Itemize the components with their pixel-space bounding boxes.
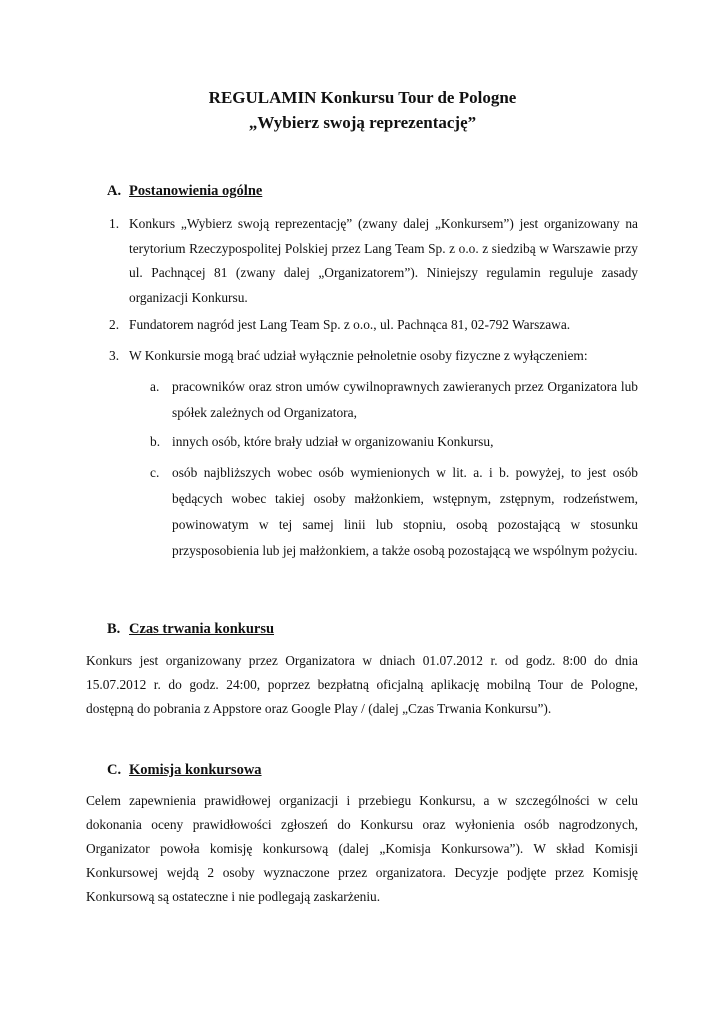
list-item-text: Konkurs „Wybierz swoją reprezentację” (zwany dalej „Konkursem”) jest organizowany na terytorium Rzeczypospolitej Polskiej przez Lang Team Sp. z o.o. z siedzibą w Warszawie przy ul. Pachnącej 81 (zwany dalej „Organizatorem”). Niniejszy regulamin reguluje zasady organizacji Konkursu. bbox=[129, 216, 638, 305]
section-c-letter: C. bbox=[107, 762, 122, 778]
list-item-text: Fundatorem nagród jest Lang Team Sp. z o.o., ul. Pachnąca 81, 02-792 Warszawa. bbox=[129, 317, 571, 332]
list-item-1 bbox=[109, 212, 638, 310]
sub-item-b bbox=[150, 429, 638, 455]
sub-item-letter: c. bbox=[150, 465, 160, 480]
section-c-heading bbox=[107, 762, 262, 779]
list-item-2 bbox=[109, 313, 638, 338]
list-item-number: 2. bbox=[109, 317, 120, 332]
sub-item-c bbox=[150, 460, 638, 564]
section-b-heading bbox=[107, 621, 274, 638]
section-a-heading bbox=[107, 183, 262, 200]
section-b-title: Czas trwania konkursu bbox=[129, 621, 275, 637]
list-item-text: W Konkursie mogą brać udział wyłącznie pełnoletnie osoby fizyczne z wyłączeniem: bbox=[129, 348, 588, 363]
sub-item-text: pracowników oraz stron umów cywilnoprawnych zawieranych przez Organizatora lub spółek zależnych od Organizatora, bbox=[172, 379, 638, 420]
section-a-title: Postanowienia ogólne bbox=[129, 183, 263, 199]
section-c-paragraph: Celem zapewnienia prawidłowej organizacji i przebiegu Konkursu, a w szczególności w celu dokonania oceny prawidłowości zgłoszeń do Konkursu oraz wyłonienia osób nagrodzonych, Organizator powoła komisję konkursową (dalej „Komisja Konkursowa”). W skład Komisji Konkursowej wejdą 2 osoby wyznaczone przez organizatora. Decyzje podjęte przez Komisję Konkursową są ostateczne i nie podlegają zaskarżeniu. bbox=[86, 793, 638, 904]
section-c-title: Komisja konkursowa bbox=[129, 762, 262, 778]
list-item-number: 3. bbox=[109, 348, 120, 363]
section-a-letter: A. bbox=[107, 183, 122, 199]
document-subtitle: „Wybierz swoją reprezentację” bbox=[248, 113, 477, 132]
list-item-number: 1. bbox=[109, 216, 120, 231]
sub-item-a bbox=[150, 374, 638, 426]
document-title: REGULAMIN Konkursu Tour de Pologne bbox=[208, 88, 517, 107]
section-b-paragraph: Konkurs jest organizowany przez Organizatora w dniach 01.07.2012 r. od godz. 8:00 do dnia 15.07.2012 r. do godz. 24:00, poprzez bezpłatną oficjalną aplikację mobilną Tour de Pologne, dostępną do pobrania z Appstore oraz Google Play / (dalej „Czas Trwania Konkursu”). bbox=[86, 653, 638, 716]
sub-item-text: innych osób, które brały udział w organizowaniu Konkursu, bbox=[172, 434, 494, 449]
sub-item-letter: b. bbox=[150, 434, 161, 449]
list-item-3 bbox=[109, 344, 638, 369]
sub-item-text: osób najbliższych wobec osób wymienionych w lit. a. i b. powyżej, to jest osób będących wobec takiej osoby małżonkiem, wstępnym, zstępnym, rodzeństwem, powinowatym w tej samej linii lub stopniu, osobą pozostającą w stosunku przysposobienia lub jej małżonkiem, a także osobą pozostającą we wspólnym pożyciu. bbox=[172, 465, 638, 558]
sub-item-letter: a. bbox=[150, 379, 160, 394]
section-b-letter: B. bbox=[107, 621, 121, 637]
